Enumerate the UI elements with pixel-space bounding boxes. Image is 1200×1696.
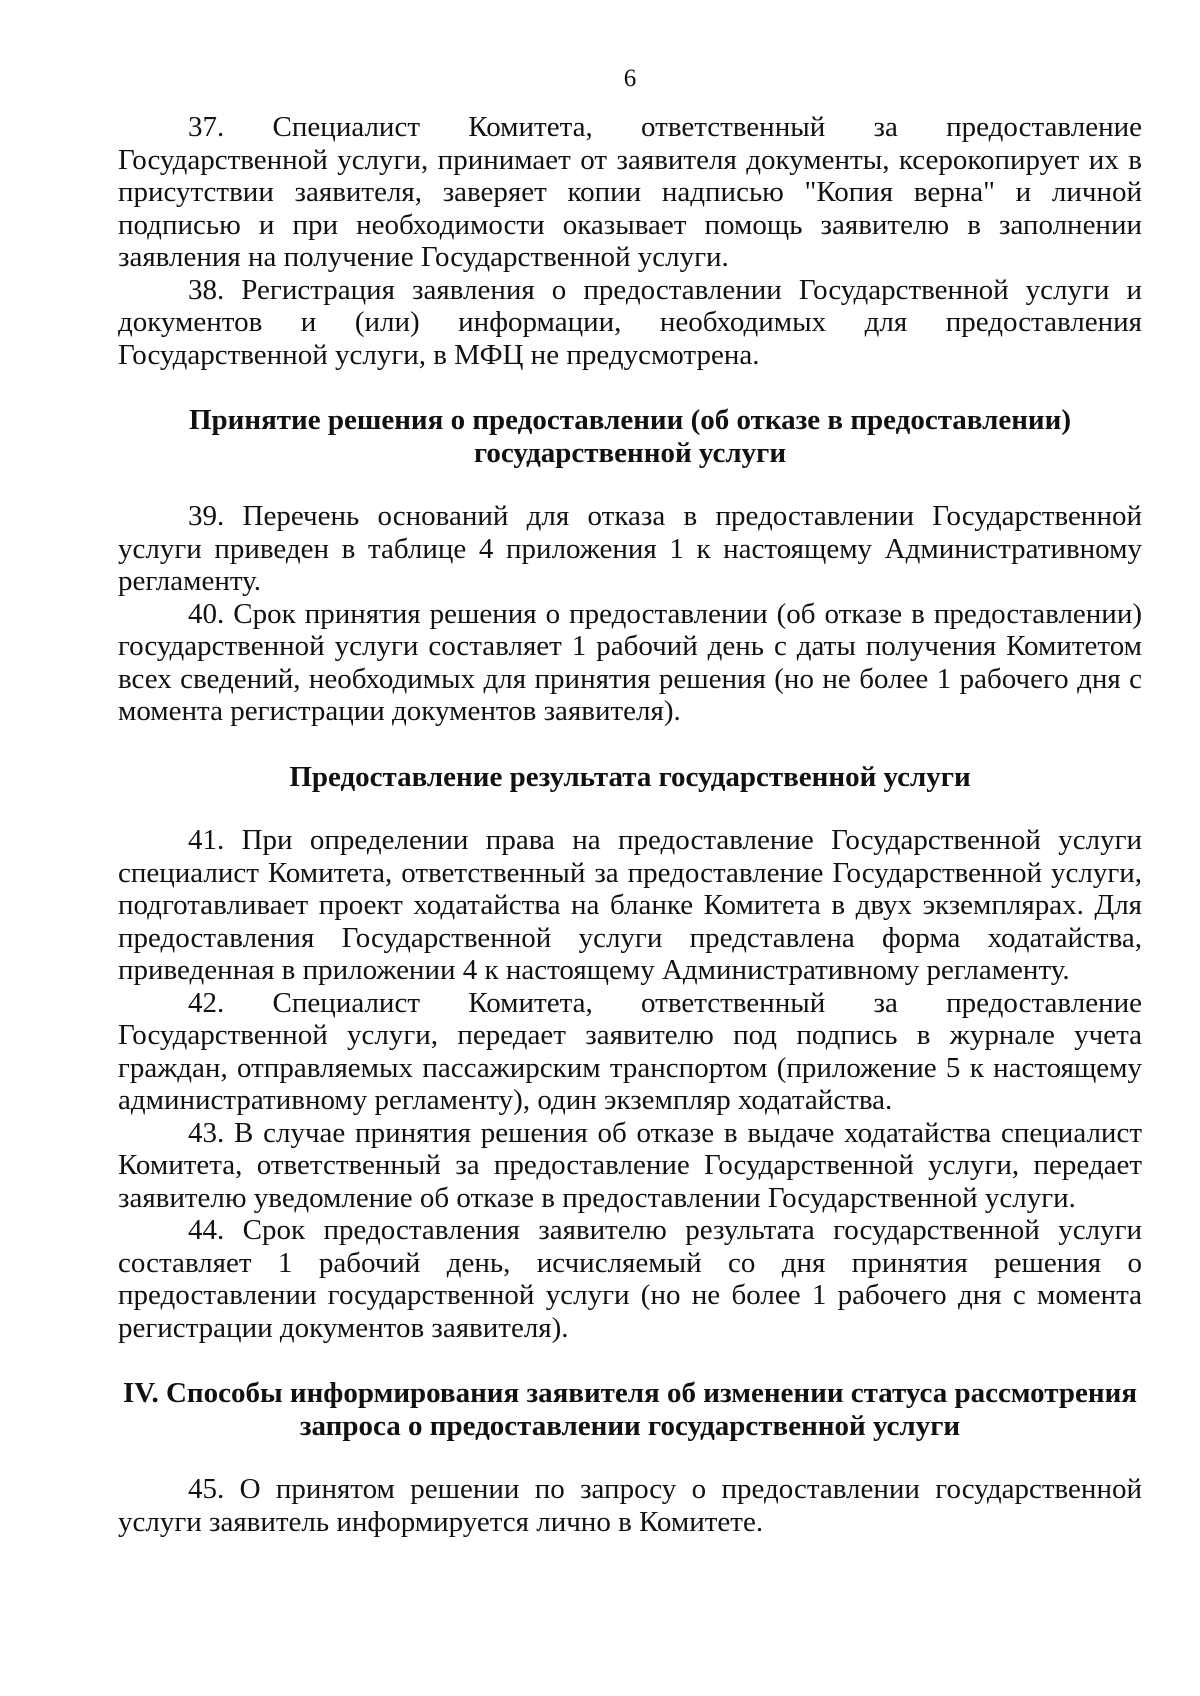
document-body: [118, 111, 1142, 1538]
section-heading-informing: [118, 1377, 1142, 1442]
heading-line: IV. Способы информирования заявителя об изменении статуса рассмотрения: [122, 1377, 1138, 1409]
paragraph-39: 39. Перечень оснований для отказа в предоставлении Государственной услуги приведен в таблице 4 приложения 1 к настоящему Административному регламенту.: [118, 500, 1142, 597]
section-heading-decision: [118, 404, 1142, 469]
heading-line: государственной услуги: [473, 436, 787, 469]
heading-line: Принятие решения о предоставлении (об отказе в предоставлении): [189, 404, 1071, 436]
paragraph-42: 42. Специалист Комитета, ответственный за предоставление Государственной услуги, передает заявителю под подпись в журнале учета граждан, отправляемых пассажирским транспортом (приложение 5 к настоящему административному регламенту), один экземпляр ходатайства.: [118, 986, 1142, 1116]
paragraph-41: 41. При определении права на предоставление Государственной услуги специалист Комитета, ответственный за предоставление Государственной услуги, подготавливает проект ходатайства на бланке Комитета в двух экземплярах. Для предоставления Государственной услуги представлена форма ходатайства, приведенная в приложении 4 к настоящему Административному регламенту.: [118, 824, 1142, 986]
heading-line: запроса о предоставлении государственной услуги: [299, 1409, 961, 1442]
paragraph-44: 44. Срок предоставления заявителю результата государственной услуги составляет 1 рабочий день, исчисляемый со дня принятия решения о предоставлении государственной услуги (но не более 1 рабочего дня с момента регистрации документов заявителя).: [118, 1214, 1142, 1344]
paragraph-38: 38. Регистрация заявления о предоставлении Государственной услуги и документов и (или) информации, необходимых для предоставления Государственной услуги, в МФЦ не предусмотрена.: [118, 273, 1142, 371]
page-number: 6: [623, 65, 637, 92]
paragraph-43: 43. В случае принятия решения об отказе в выдаче ходатайства специалист Комитета, ответственный за предоставление Государственной услуги, передает заявителю уведомление об отказе в предоставлении Государственной услуги.: [118, 1116, 1142, 1214]
paragraph-40: 40. Срок принятия решения о предоставлении (об отказе в предоставлении) государственной услуги составляет 1 рабочий день с даты получения Комитетом всех сведений, необходимых для принятия решения (но не более 1 рабочего дня с момента регистрации документов заявителя).: [118, 597, 1142, 727]
section-heading-result: [118, 761, 1142, 794]
paragraph-37: 37. Специалист Комитета, ответственный за предоставление Государственной услуги, принимает от заявителя документы, ксерокопирует их в присутствии заявителя, заверяет копии надписью "Копия верна" и личной подписью и при необходимости оказывает помощь заявителю в заполнении заявления на получение Государственной услуги.: [118, 111, 1142, 273]
heading-line: Предоставление результата государственной услуги: [289, 760, 971, 793]
paragraph-45: 45. О принятом решении по запросу о предоставлении государственной услуги заявитель информируется лично в Комитете.: [118, 1473, 1142, 1538]
